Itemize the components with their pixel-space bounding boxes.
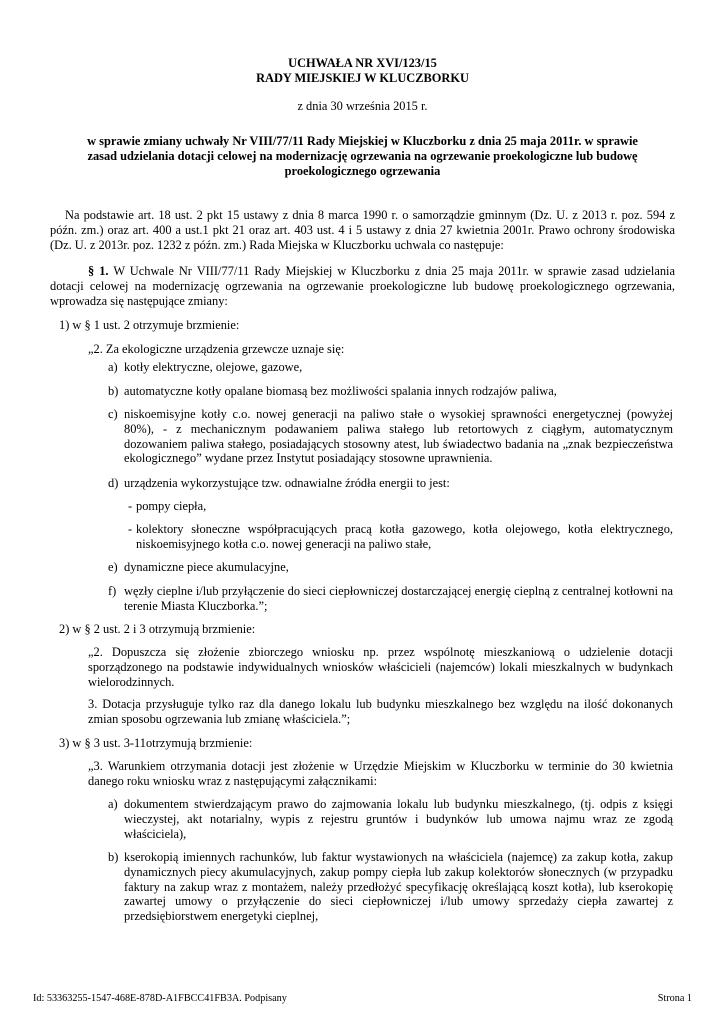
point-1-intro: „2. Za ekologiczne urządzenia grzewcze uznaje się: [88, 342, 345, 356]
subject-line-2: zasad udzielania dotacji celowej na modernizację ogrzewania na ogrzewanie proekologiczne lub budowę [87, 148, 638, 163]
document-id: Id: 53363255-1547-468E-878D-A1FBCC41FB3A. Podpisany [33, 993, 287, 1004]
subject-line-1: w sprawie zmiany uchwały Nr VIII/77/11 Rady Miejskiej w Kluczborku z dnia 25 maja 2011r. w sprawie [87, 134, 638, 148]
list-item-label: a) [108, 360, 118, 374]
list-item-text: węzły cieplne i/lub przyłączenie do sieci ciepłowniczej dostarczającej energię cieplną z centralnej kotłowni na terenie Miasta Kluczborka.”; [124, 584, 673, 613]
section-1 [50, 264, 675, 308]
title-line-1: UCHWAŁA NR XVI/123/15 [288, 56, 437, 70]
list-item-text: urządzenia wykorzystujące tzw. odnawialne źródła energii to jest: [124, 476, 450, 490]
dash-item-label: - [128, 499, 133, 513]
preamble: Na podstawie art. 18 ust. 2 pkt 15 ustawy z dnia 8 marca 1990 r. o samorządzie gminnym (Dz. U. z 2013 r. poz. 594 z późn. zm.) oraz art. 400 a ust.1 pkt 21 oraz art. 403 ust. 4 i 5 ustawy z dnia 27 kwietnia 2001r. Prawo ochrony środowiska (Dz. U. z 2013r. poz. 1232 z późn. zm.) Rada Miejska w Kluczborku uchwala co następuje: [50, 208, 675, 252]
point-3-intro: „3. Warunkiem otrzymania dotacji jest złożenie w Urzędzie Miejskim w Kluczborku w terminie do 30 kwietnia danego roku wniosku wraz z następującymi załącznikami: [88, 759, 673, 788]
page-number: Strona 1 [657, 993, 692, 1004]
title-line-2: RADY MIEJSKIEJ W KLUCZBORKU [256, 70, 469, 85]
list-item-label: f) [108, 584, 117, 598]
list-item-text: niskoemisyjne kotły c.o. nowej generacji na paliwo stałe o wysokiej sprawności energetycznej (powyżej 80%), - z mechanicznym podawaniem paliwa stałego lub retortowych z ciągłym, automatycznym dozowaniem paliwa stałego, posiadających stosowny atest, lub świadectwo badania na „znak bezpieczeństwa ekologicznego” wydane przez Instytut posiadający stosowne uprawnienia. [124, 407, 673, 466]
list-item-text: dynamiczne piece akumulacyjne, [124, 560, 289, 574]
list-item-text: automatyczne kotły opalane biomasą bez możliwości spalania innych rodzajów paliwa, [124, 384, 557, 398]
dash-item-text: pompy ciepła, [136, 499, 207, 513]
dash-item-label: - [128, 522, 133, 536]
resolution-title [50, 56, 675, 85]
list-item-label: e) [108, 560, 118, 574]
dash-item-text: kolektory słoneczne współpracujących pracą kotła gazowego, kotła olejowego, kotła elektrycznego, niskoemisyjnego kotła c.o. nowej generacji na paliwo stałe, [136, 522, 673, 551]
point-2-label: 2) w § 2 ust. 2 i 3 otrzymują brzmienie: [59, 622, 256, 636]
point-3-label: 3) w § 3 ust. 3-11otrzymują brzmienie: [59, 736, 253, 750]
point-1-label: 1) w § 1 ust. 2 otrzymuje brzmienie: [59, 318, 240, 332]
point-2-para-1: „2. Dopuszcza się złożenie zbiorczego wniosku np. przez wspólnotę mieszkaniową o udzielenie dotacji sporządzonego na podstawie indywidualnych wniosków właścicieli (najemców) lokali mieszkalnych w budynkach wielorodzinnych. [88, 645, 673, 689]
point-2-para-2: 3. Dotacja przysługuje tylko raz dla danego lokalu lub budynku mieszkalnego bez względu na ilość dokonanych zmian sposobu ogrzewania lub zmianę właściciela.”; [88, 697, 673, 726]
list-item-text: kserokopią imiennych rachunków, lub faktur wystawionych na właściciela (najemcę) za zakup kotła, zakup dynamicznych piecy akumulacyjnych, zakup pompy ciepła lub zakup kolektorów słonecznych (w przypadku faktury na zakup wraz z montażem, należy przedłożyć specyfikację określającą koszt kotła), lub kserokopię zawartej umowy o przyłączenie do sieci ciepłowniczej i/lub umowy sprzedaży ciepła zawartej z przedsiębiorstwem energetyki cieplnej, [124, 850, 673, 924]
list-item-label: b) [108, 384, 119, 398]
list-item-label: d) [108, 476, 119, 490]
list-item-text: dokumentem stwierdzającym prawo do zajmowania lokalu lub budynku mieszkalnego, (tj. odpis z księgi wieczystej, akt notarialny, wypis z rejestru gruntów i budynków lub umowa najmu wraz ze zgodą właściciela), [124, 797, 673, 841]
list-item-text: kotły elektryczne, olejowe, gazowe, [124, 360, 303, 374]
list-item-label: b) [108, 850, 119, 864]
list-item-label: a) [108, 797, 118, 811]
subject-line-3: proekologicznego ogrzewania [284, 163, 441, 178]
section-1-label: § 1. [88, 264, 109, 278]
list-item-label: c) [108, 407, 118, 421]
resolution-date: z dnia 30 września 2015 r. [297, 99, 428, 113]
section-1-text: W Uchwale Nr VIII/77/11 Rady Miejskiej w Kluczborku z dnia 25 maja 2011r. w sprawie zasad udzielania dotacji celowej na modernizację ogrzewania na ogrzewanie proekologiczne lub budowę proekologicznego ogrzewania, wprowadza się następujące zmiany: [50, 264, 675, 308]
resolution-subject [60, 134, 665, 178]
